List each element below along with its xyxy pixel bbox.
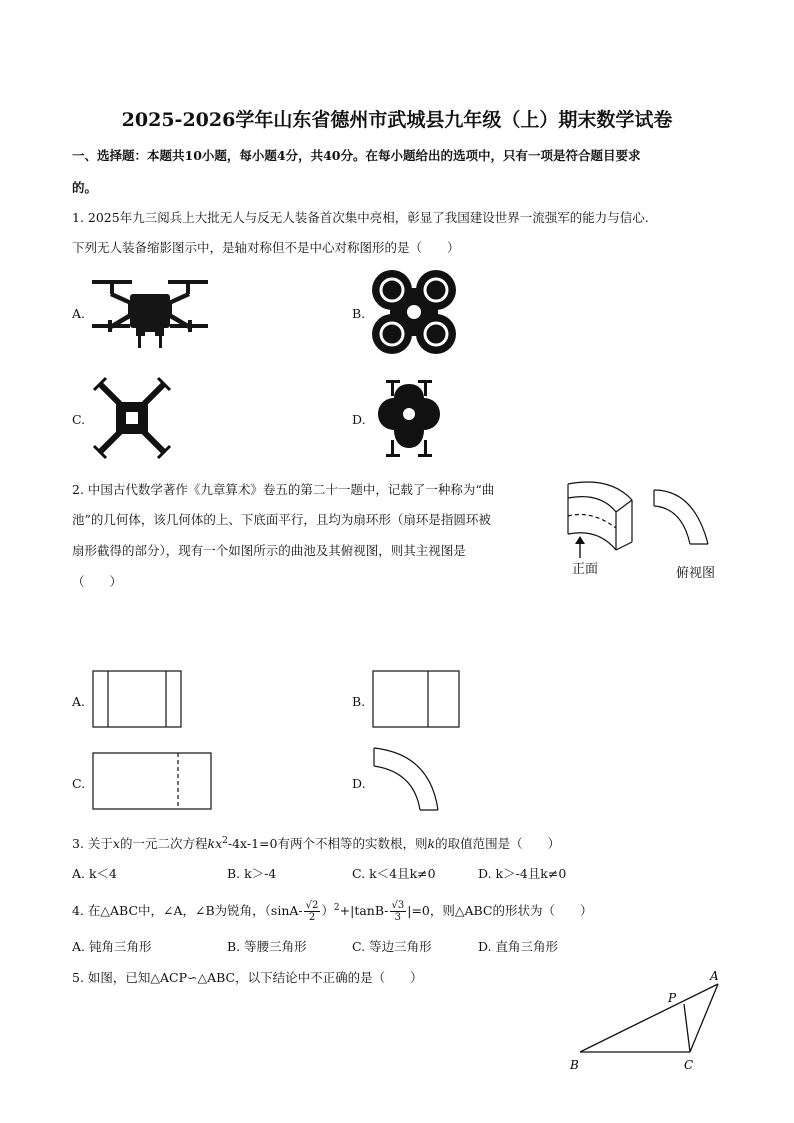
q2-option-d-diagram	[370, 744, 442, 816]
q4-frac1-den: 2	[308, 912, 316, 924]
q3-var-k: k	[207, 836, 216, 851]
q2-front-arrow-icon	[574, 536, 586, 558]
q3-var-x: x	[112, 836, 120, 851]
q3-var-x2: x	[215, 836, 223, 851]
q4-fraction-sqrt2-over-2	[304, 900, 321, 923]
q1-option-a-label: A.	[72, 306, 86, 321]
q4-frac2-num: √3	[391, 900, 405, 912]
q3-text-pre: 3. 关于	[72, 836, 113, 851]
section-heading-line2: 的。	[72, 180, 98, 195]
section-heading-line1: 一、选择题：本题共10小题，每小题4分，共40分。在每小题给出的选项中，只有一项是符合题目要求	[72, 148, 641, 163]
q5-label-p: P	[668, 991, 677, 1005]
q5-label-c: C	[684, 1058, 694, 1072]
q4-text-mid2: +|tanB-	[339, 903, 389, 919]
q3-text-rest: -4x-1=0有两个不相等的实数根，则	[227, 836, 428, 851]
q3-text-tail: 的取值范围是（ ）	[435, 836, 561, 851]
q4-option-b: B. 等腰三角形	[227, 939, 307, 954]
q2-text-line4: （ ）	[72, 574, 123, 589]
q2-option-b-diagram	[372, 670, 462, 728]
q3-exponent: 2	[222, 835, 228, 846]
q4-text-mid: ）	[321, 903, 334, 919]
q5-label-a: A	[710, 969, 719, 983]
q2-text-line1: 2. 中国古代数学著作《九章算术》卷五的第二十一题中，记载了一种称为“曲	[72, 482, 495, 497]
q2-text-line3: 扇形截得的部分），现有一个如图所示的曲池及其俯视图，则其主视图是	[72, 543, 466, 558]
q4-text-tail: |=0，则△ABC的形状为（ ）	[407, 903, 593, 919]
q1-option-b-label: B.	[352, 306, 366, 321]
q1-text-line2: 下列无人装备缩影图示中，是轴对称但不是中心对称图形的是（ ）	[72, 240, 460, 255]
q1-text-line1: 1. 2025年九三阅兵上大批无人与反无人装备首次集中亮相，彰显了我国建设世界一流强军的能力与信心.	[72, 210, 649, 225]
q4-option-d: D. 直角三角形	[478, 939, 559, 954]
q2-top-view-label: 俯视图	[676, 566, 716, 581]
q2-option-c-label: C.	[72, 776, 86, 791]
q4-frac2-den: 3	[394, 912, 402, 924]
q3-var-k2: k	[427, 836, 436, 851]
q5-label-b: B	[570, 1058, 579, 1072]
q4-option-c: C. 等边三角形	[352, 939, 432, 954]
q3-text-mid: 的一元二次方程	[119, 836, 208, 851]
q4-text	[72, 893, 593, 926]
q4-exponent: 2	[333, 903, 340, 913]
q4-option-a: A. 钝角三角形	[72, 939, 152, 954]
q3-option-d: D. k＞-4且k≠0	[478, 866, 567, 881]
q2-text-line2: 池”的几何体，该几何体的上、下底面平行，且均为扇环形（扇环是指圆环被	[72, 512, 491, 527]
q2-option-c-diagram	[92, 752, 214, 810]
q4-fraction-sqrt3-over-3	[390, 900, 407, 923]
q2-top-view-diagram	[650, 484, 714, 546]
q3-option-c: C. k＜4且k≠0	[352, 866, 436, 881]
q1-option-c-drone-icon	[92, 376, 172, 460]
q2-option-a-diagram	[92, 670, 184, 728]
q3-option-a: A. k＜4	[72, 866, 118, 881]
q2-option-a-label: A.	[72, 694, 86, 709]
q1-option-a-drone-icon	[90, 276, 210, 356]
q5-triangle-diagram	[566, 966, 726, 1076]
q1-option-b-drone-icon	[372, 270, 456, 354]
q2-curved-solid-diagram	[560, 476, 640, 556]
q4-text-pre: 4. 在△ABC中，∠A，∠B为锐角，（sinA-	[72, 903, 303, 919]
q5-text: 5. 如图，已知△ACP∽△ABC，以下结论中不正确的是（ ）	[72, 970, 423, 985]
q3-text	[72, 834, 560, 852]
q3-option-b: B. k＞-4	[227, 866, 277, 881]
q1-option-c-label: C.	[72, 412, 86, 427]
q1-option-d-drone-icon	[372, 378, 446, 460]
q1-option-d-label: D.	[352, 412, 366, 427]
q2-option-d-label: D.	[352, 776, 366, 791]
q2-option-b-label: B.	[352, 694, 366, 709]
q4-frac1-num: √2	[305, 900, 319, 912]
q2-front-label: 正面	[572, 562, 599, 577]
page-title: 2025-2026学年山东省德州市武城县九年级（上）期末数学试卷	[121, 109, 673, 131]
